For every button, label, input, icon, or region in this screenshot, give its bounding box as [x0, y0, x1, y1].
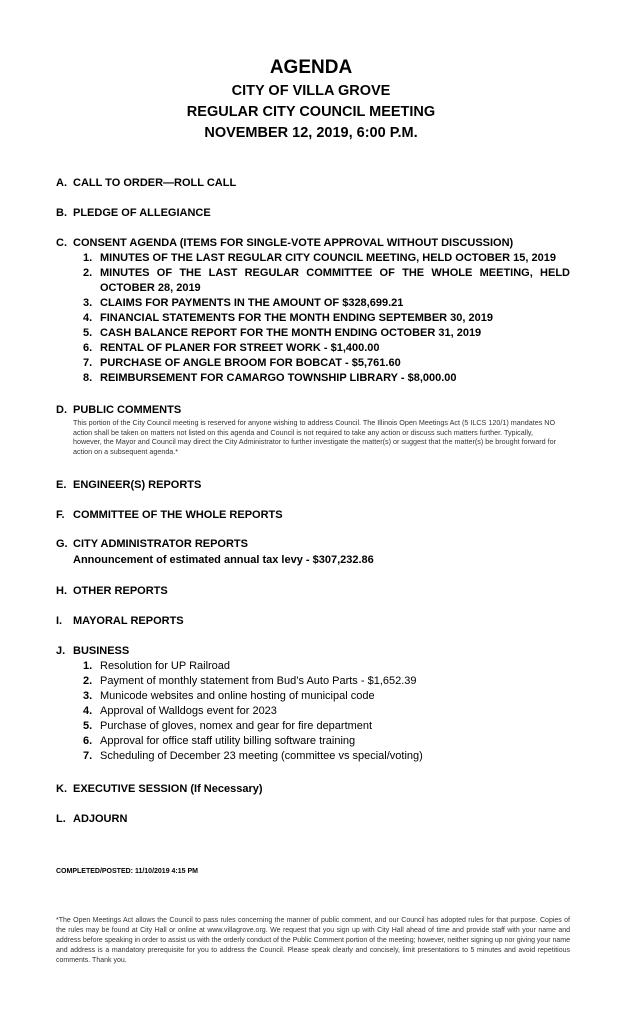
- section-title: CALL TO ORDER—ROLL CALL: [73, 177, 237, 189]
- meeting-date: NOVEMBER 12, 2019, 6:00 P.M.: [204, 125, 418, 141]
- section-letter: G.: [56, 538, 68, 550]
- list-item: 2. MINUTES OF THE LAST REGULAR COMMITTEE OF THE WHOLE MEETING, HELD: [83, 267, 570, 279]
- section-g: [56, 537, 576, 567]
- section-letter: I.: [56, 615, 63, 627]
- tax-levy-announcement: Announcement of estimated annual tax levy - $307,232.86: [73, 554, 374, 566]
- list-item: 5. Purchase of gloves, nomex and gear for fire department: [83, 720, 373, 732]
- agenda-title: AGENDA: [269, 57, 353, 78]
- section-title: CITY ADMINISTRATOR REPORTS: [73, 538, 248, 550]
- section-title: MAYORAL REPORTS: [73, 615, 184, 627]
- section-letter: F.: [56, 509, 65, 521]
- section-title: COMMITTEE OF THE WHOLE REPORTS: [73, 509, 283, 521]
- list-item: 6. Approval for office staff utility billing software training: [83, 735, 356, 747]
- list-item: 8. REIMBURSEMENT FOR CAMARGO TOWNSHIP LIBRARY - $8,000.00: [83, 372, 457, 384]
- section-f: [56, 508, 576, 522]
- section-i: [56, 614, 576, 628]
- section-c-consent-agenda: [56, 236, 576, 386]
- section-letter: L.: [56, 813, 66, 825]
- section-letter: K.: [56, 783, 67, 795]
- list-item: 7. PURCHASE OF ANGLE BROOM FOR BOBCAT - $5,761.60: [83, 357, 401, 369]
- public-comments-note: This portion of the City Council meeting is reserved for anyone wishing to address Council. The Illinois Open Meetings Act (5 ILCS 120/1) mandates NO action shall be taken on matters not listed on this agenda and Council is not required to take any action or discuss such matters further. Typically, however, the Mayor and Council may direct the City Administrator to further investigate the matter(s) or suggest that the matter(s) be brought forward for action on a subsequent agenda.*: [73, 418, 556, 456]
- section-d-public-comments: [56, 403, 576, 456]
- posted-timestamp: COMPLETED/POSTED: 11/10/2019 4:15 PM: [56, 868, 198, 875]
- consent-items-list: [83, 251, 570, 386]
- section-title: PUBLIC COMMENTS: [73, 404, 182, 416]
- section-title: PLEDGE OF ALLEGIANCE: [73, 207, 211, 219]
- list-item: 5. CASH BALANCE REPORT FOR THE MONTH ENDING OCTOBER 31, 2019: [83, 327, 482, 339]
- section-k: [56, 782, 576, 796]
- list-item: 4. FINANCIAL STATEMENTS FOR THE MONTH ENDING SEPTEMBER 30, 2019: [83, 312, 493, 324]
- section-letter: E.: [56, 479, 67, 491]
- footer-note: *The Open Meetings Act allows the Council to pass rules concerning the manner of public comment, and our Council has adopted rules for that purpose. Copies of the rules may be found at City Hall or online at www.villagrove.org. We request that you sign up with City Hall ahead of time and provide staff with your name and address before speaking in order to assist us with the orderly conduct of the Public Comment portion of the meeting; however, neither signing up nor giving your name and address is a mandatory prerequisite for you to address the Council. Please speak clearly and concisely, limit presentations to 5 minutes and avoid repetitious comments. Thank you.: [56, 917, 571, 964]
- section-title: OTHER REPORTS: [73, 585, 168, 597]
- section-l: [56, 812, 576, 826]
- section-j-business: [56, 644, 576, 764]
- section-title: EXECUTIVE SESSION (If Necessary): [73, 783, 263, 795]
- section-letter: J.: [56, 645, 66, 657]
- section-letter: A.: [56, 177, 67, 189]
- section-h: [56, 584, 576, 598]
- section-letter: D.: [56, 404, 67, 416]
- list-item: 2. Payment of monthly statement from Bud’s Auto Parts - $1,652.39: [83, 675, 417, 687]
- list-item: 3. Municode websites and online hosting of municipal code: [83, 690, 375, 702]
- list-item-continuation: OCTOBER 28, 2019: [100, 282, 201, 294]
- agenda-header: [0, 56, 622, 143]
- list-item: 6. RENTAL OF PLANER FOR STREET WORK - $1,400.00: [83, 342, 380, 354]
- business-items-list: [83, 659, 576, 764]
- section-e: [56, 478, 576, 492]
- list-item: 4. Approval of Walldogs event for 2023: [83, 705, 277, 717]
- city-name: CITY OF VILLA GROVE: [231, 83, 391, 99]
- section-letter: B.: [56, 207, 67, 219]
- list-item: 1. Resolution for UP Railroad: [83, 660, 231, 672]
- section-title: ADJOURN: [73, 813, 128, 825]
- section-b: [56, 206, 576, 220]
- list-item: 3. CLAIMS FOR PAYMENTS IN THE AMOUNT OF $328,699.21: [83, 297, 404, 309]
- list-item: 1. MINUTES OF THE LAST REGULAR CITY COUNCIL MEETING, HELD OCTOBER 15, 2019: [83, 252, 556, 264]
- section-letter: H.: [56, 585, 67, 597]
- meeting-type: REGULAR CITY COUNCIL MEETING: [186, 104, 436, 120]
- section-a: [56, 176, 576, 190]
- section-title: BUSINESS: [73, 645, 130, 657]
- list-item: 7. Scheduling of December 23 meeting (committee vs special/voting): [83, 750, 423, 762]
- section-title: CONSENT AGENDA (ITEMS FOR SINGLE-VOTE APPROVAL WITHOUT DISCUSSION): [73, 237, 514, 249]
- section-letter: C.: [56, 237, 67, 249]
- section-title: ENGINEER(S) REPORTS: [73, 479, 202, 491]
